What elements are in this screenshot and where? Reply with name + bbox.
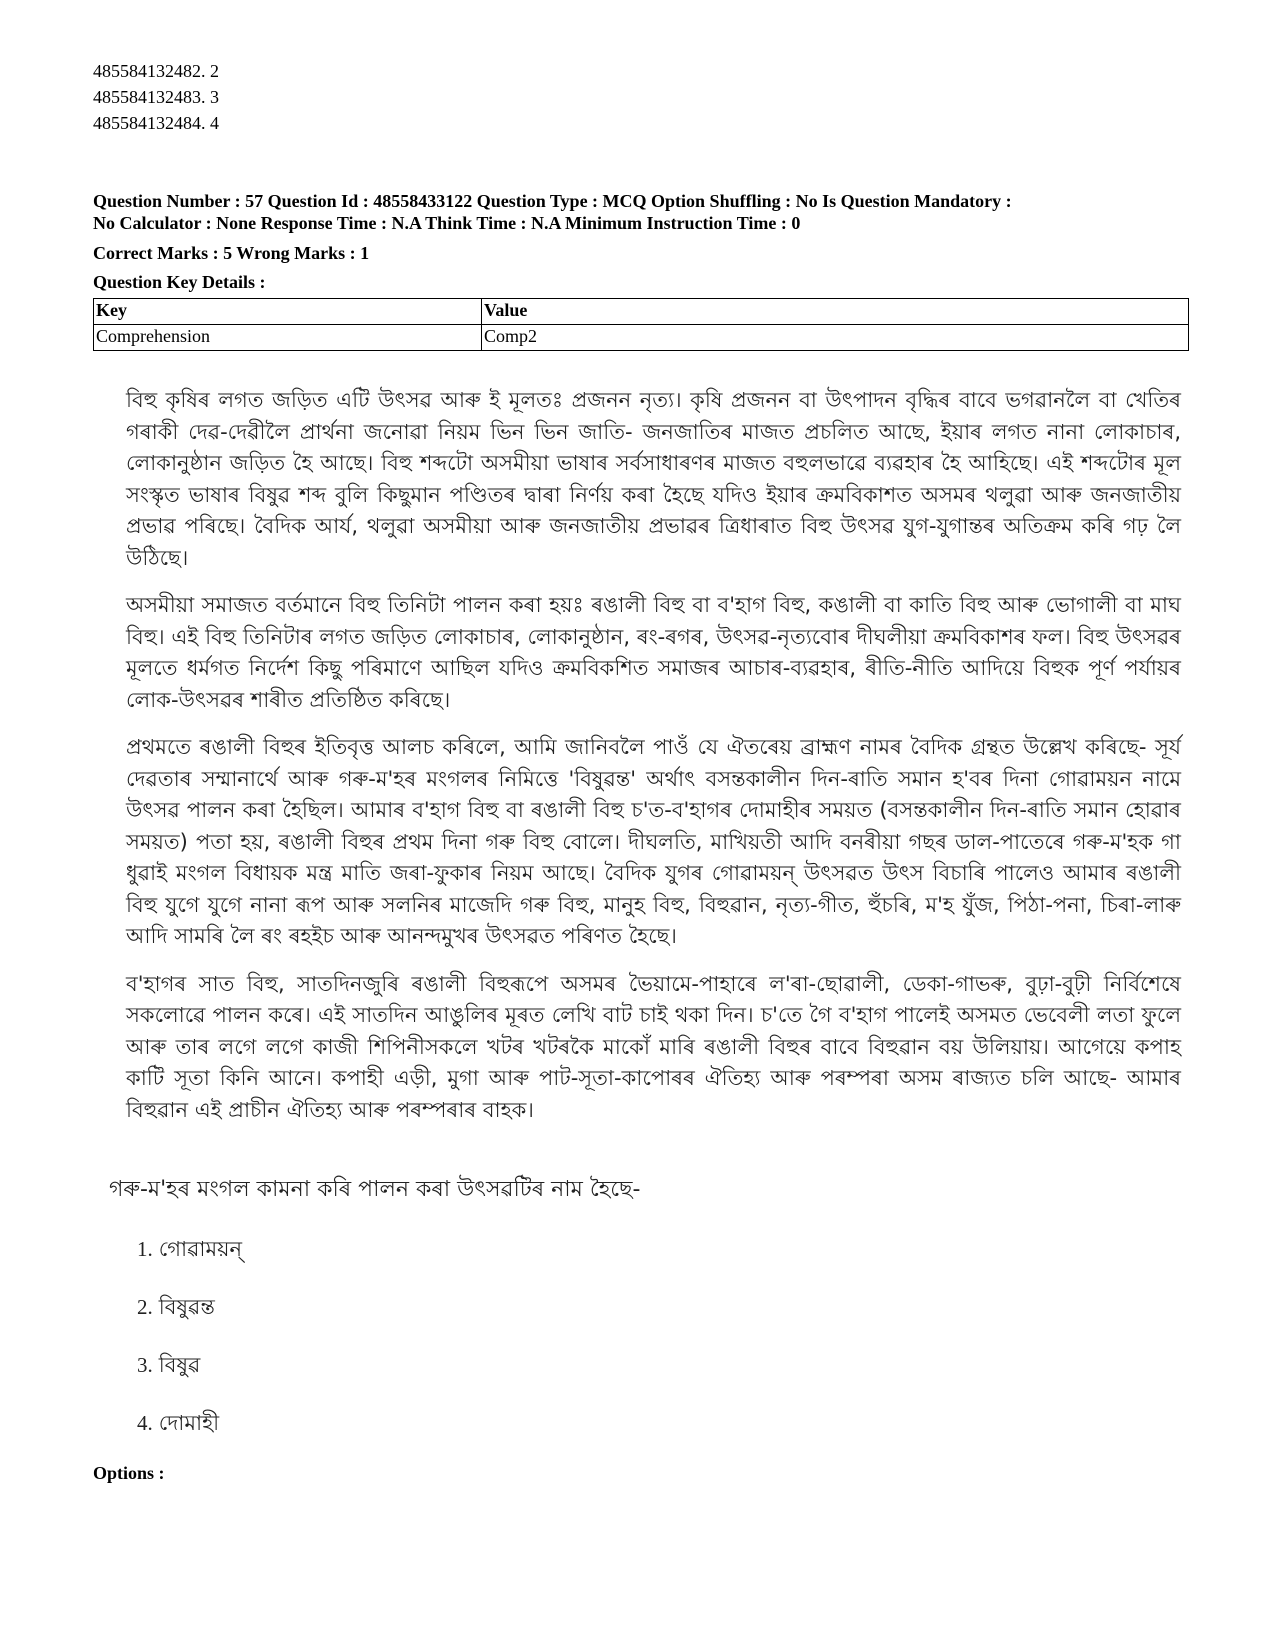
previous-option: 485584132483. 3 xyxy=(93,87,219,107)
option-item[interactable] xyxy=(137,1229,1183,1287)
passage-paragraph: প্ৰথমতে ৰঙালী বিহুৰ ইতিবৃত্ত আলচ কৰিলে, আমি জানিবলৈ পাওঁ যে ঐতৰেয় ব্ৰাহ্মণ নামৰ বৈদিক গ্ৰন্থত উল্লেখ কৰিছে- সূৰ্য দেৱতাৰ সম্মানাৰ্থে আৰু গৰু-ম'হৰ মংগলৰ নিমিত্তে 'বিষুৱন্ত' অৰ্থাৎ বসন্তকালীন দিন-ৰাতি সমান হ'বৰ দিনা গোৱাময়ন নামে উৎসৱ পালন কৰা হৈছিল। আমাৰ ব'হাগ বিহু বা ৰঙালী বিহু চ'ত-ব'হাগৰ দোমাহীৰ সময়ত (বসন্তকালীন দিন-ৰাতি সমান হোৱাৰ সময়ত) পতা হয়, ৰঙালী বিহুৰ প্ৰথম দিনা গৰু বিহু বোলে। দীঘলতি, মাখিয়তী আদি বনৰীয়া গছৰ ডাল-পাতেৰে গৰু-ম'হক গা ধুৱাই মংগল বিধায়ক মন্ত্ৰ মাতি জৰা-ফুকাৰ নিয়ম আছে। বৈদিক যুগৰ গোৱাময়ন্ উৎসৱত উৎস বিচাৰি পালেও আমাৰ ৰঙালী বিহু যুগে যুগে নানা ৰূপ আৰু সলনিৰ মাজেদি গৰু বিহু, মানুহ বিহু, বিহুৱান, নৃত্য-গীত, হুঁচৰি, ম'হ যুঁজ, পিঠা-পনা, চিৰা-লাৰু আদি সামৰি লৈ ৰং ৰহইচ আৰু আনন্দমুখৰ উৎসৱত পৰিণত হৈছে। xyxy=(126,735,1181,948)
question-meta-line-1: Question Number : 57 Question Id : 48558433122 Question Type : MCQ Option Shuffling : No Is Question Mandatory : xyxy=(93,191,1012,211)
table-header-row xyxy=(94,299,1189,325)
previous-options-list xyxy=(93,58,1183,136)
marks-info: Correct Marks : 5 Wrong Marks : 1 xyxy=(93,243,370,263)
previous-option: 485584132482. 2 xyxy=(93,61,219,81)
options-list xyxy=(137,1229,1183,1461)
question-meta-line-2: No Calculator : None Response Time : N.A Think Time : N.A Minimum Instruction Time : 0 xyxy=(93,213,801,233)
table-header-value: Value xyxy=(482,299,1189,325)
comprehension-passage xyxy=(126,385,1181,1126)
option-item[interactable] xyxy=(137,1403,1183,1461)
option-text: বিষুৱন্ত xyxy=(158,1295,215,1319)
option-item[interactable] xyxy=(137,1345,1183,1403)
option-text: দোমাহী xyxy=(158,1411,220,1435)
key-details-label: Question Key Details : xyxy=(93,272,266,292)
question-page xyxy=(93,58,1183,1484)
options-label: Options : xyxy=(93,1463,165,1483)
passage-paragraph: অসমীয়া সমাজত বৰ্তমানে বিহু তিনিটা পালন কৰা হয়ঃ ৰঙালী বিহু বা ব'হাগ বিহু, কঙালী বা কাতি বিহু আৰু ভোগালী বা মাঘ বিহু। এই বিহু তিনিটাৰ লগত জড়িত লোকাচাৰ, লোকানুষ্ঠান, ৰং-ৰগৰ, উৎসৱ-নৃত্যবোৰ দীঘলীয়া ক্ৰমবিকাশৰ ফল। বিহু উৎসৱৰ মূলতে ধৰ্মগত নিৰ্দেশ কিছু পৰিমাণে আছিল যদিও ক্ৰমবিকশিত সমাজৰ আচাৰ-ব্যৱহাৰ, ৰীতি-নীতি আদিয়ে বিহুক পূৰ্ণ পৰ্যায়ৰ লোক-উৎসৱৰ শাৰীত প্ৰতিষ্ঠিত কৰিছে। xyxy=(126,593,1181,712)
table-cell-key: Comprehension xyxy=(94,325,482,351)
option-text: বিষুৱ xyxy=(158,1353,201,1377)
option-item[interactable] xyxy=(137,1287,1183,1345)
table-row xyxy=(94,325,1189,351)
option-number: 1. xyxy=(137,1237,153,1261)
option-number: 3. xyxy=(137,1353,153,1377)
option-number: 4. xyxy=(137,1411,153,1435)
table-header-key: Key xyxy=(94,299,482,325)
table-cell-value: Comp2 xyxy=(482,325,1189,351)
passage-paragraph: ব'হাগৰ সাত বিহু, সাতদিনজুৰি ৰঙালী বিহুৰূপে অসমৰ ভৈয়ামে-পাহাৰে ল'ৰা-ছোৱালী, ডেকা-গাভৰু, বুঢ়া-বুঢ়ী নিৰ্বিশেষে সকলোৱে পালন কৰে। এই সাতদিন আঙুলিৰ মূৰত লেখি বাট চাই থকা দিন। চ'তে গৈ ব'হাগ পালেই অসমত ভেবেলী লতা ফুলে আৰু তাৰ লগে লগে কাজী শিপিনীসকলে খটৰ খটৰকৈ মাকোঁ মাৰি ৰঙালী বিহুৰ বাবে বিহুৱান বয় উলিয়ায়। আগেয়ে কপাহ কাটি সূতা কিনি আনে। কপাহী এড়ী, মুগা আৰু পাট-সূতা-কাপোৰৰ ঐতিহ্য আৰু পৰম্পৰা অসম ৰাজ্যত চলি আছে- আমাৰ বিহুৱান এই প্ৰাচীন ঐতিহ্য আৰু পৰম্পৰাৰ বাহক। xyxy=(126,971,1181,1122)
previous-option: 485584132484. 4 xyxy=(93,113,219,133)
option-number: 2. xyxy=(137,1295,153,1319)
question-text: গৰু-ম'হৰ মংগল কামনা কৰি পালন কৰা উৎসৱটিৰ নাম হৈছে- xyxy=(109,1177,641,1202)
key-details-table xyxy=(93,298,1189,351)
option-text: গোৱাময়ন্ xyxy=(158,1237,243,1261)
passage-paragraph: বিহু কৃষিৰ লগত জড়িত এটি উৎসৱ আৰু ই মূলতঃ প্ৰজনন নৃত্য। কৃষি প্ৰজনন বা উৎপাদন বৃদ্ধিৰ বাবে ভগৱানলৈ বা খেতিৰ গৰাকী দেৱ-দেৱীলৈ প্ৰাৰ্থনা জনোৱা নিয়ম ভিন ভিন জাতি- জনজাতিৰ মাজত প্ৰচলিত আছে, ইয়াৰ লগত নানা লোকাচাৰ, লোকানুষ্ঠান জড়িত হৈ আছে। বিহু শব্দটো অসমীয়া ভাষাৰ সৰ্বসাধাৰণৰ মাজত বহুলভাৱে ব্যৱহাৰ হৈ আহিছে। এই শব্দটোৰ মূল সংস্কৃত ভাষাৰ বিষুৱ শব্দ বুলি কিছুমান পণ্ডিতৰ দ্বাৰা নিৰ্ণয় কৰা হৈছে যদিও ইয়াৰ ক্ৰমবিকাশত অসমৰ থলুৱা আৰু জনজাতীয় প্ৰভাৱ পৰিছে। বৈদিক আৰ্য, থলুৱা অসমীয়া আৰু জনজাতীয় প্ৰভাৱৰ ত্ৰিধাৰাত বিহু উৎসৱ যুগ-যুগান্তৰ অতিক্ৰম কৰি গঢ় লৈ উঠিছে। xyxy=(126,388,1181,570)
